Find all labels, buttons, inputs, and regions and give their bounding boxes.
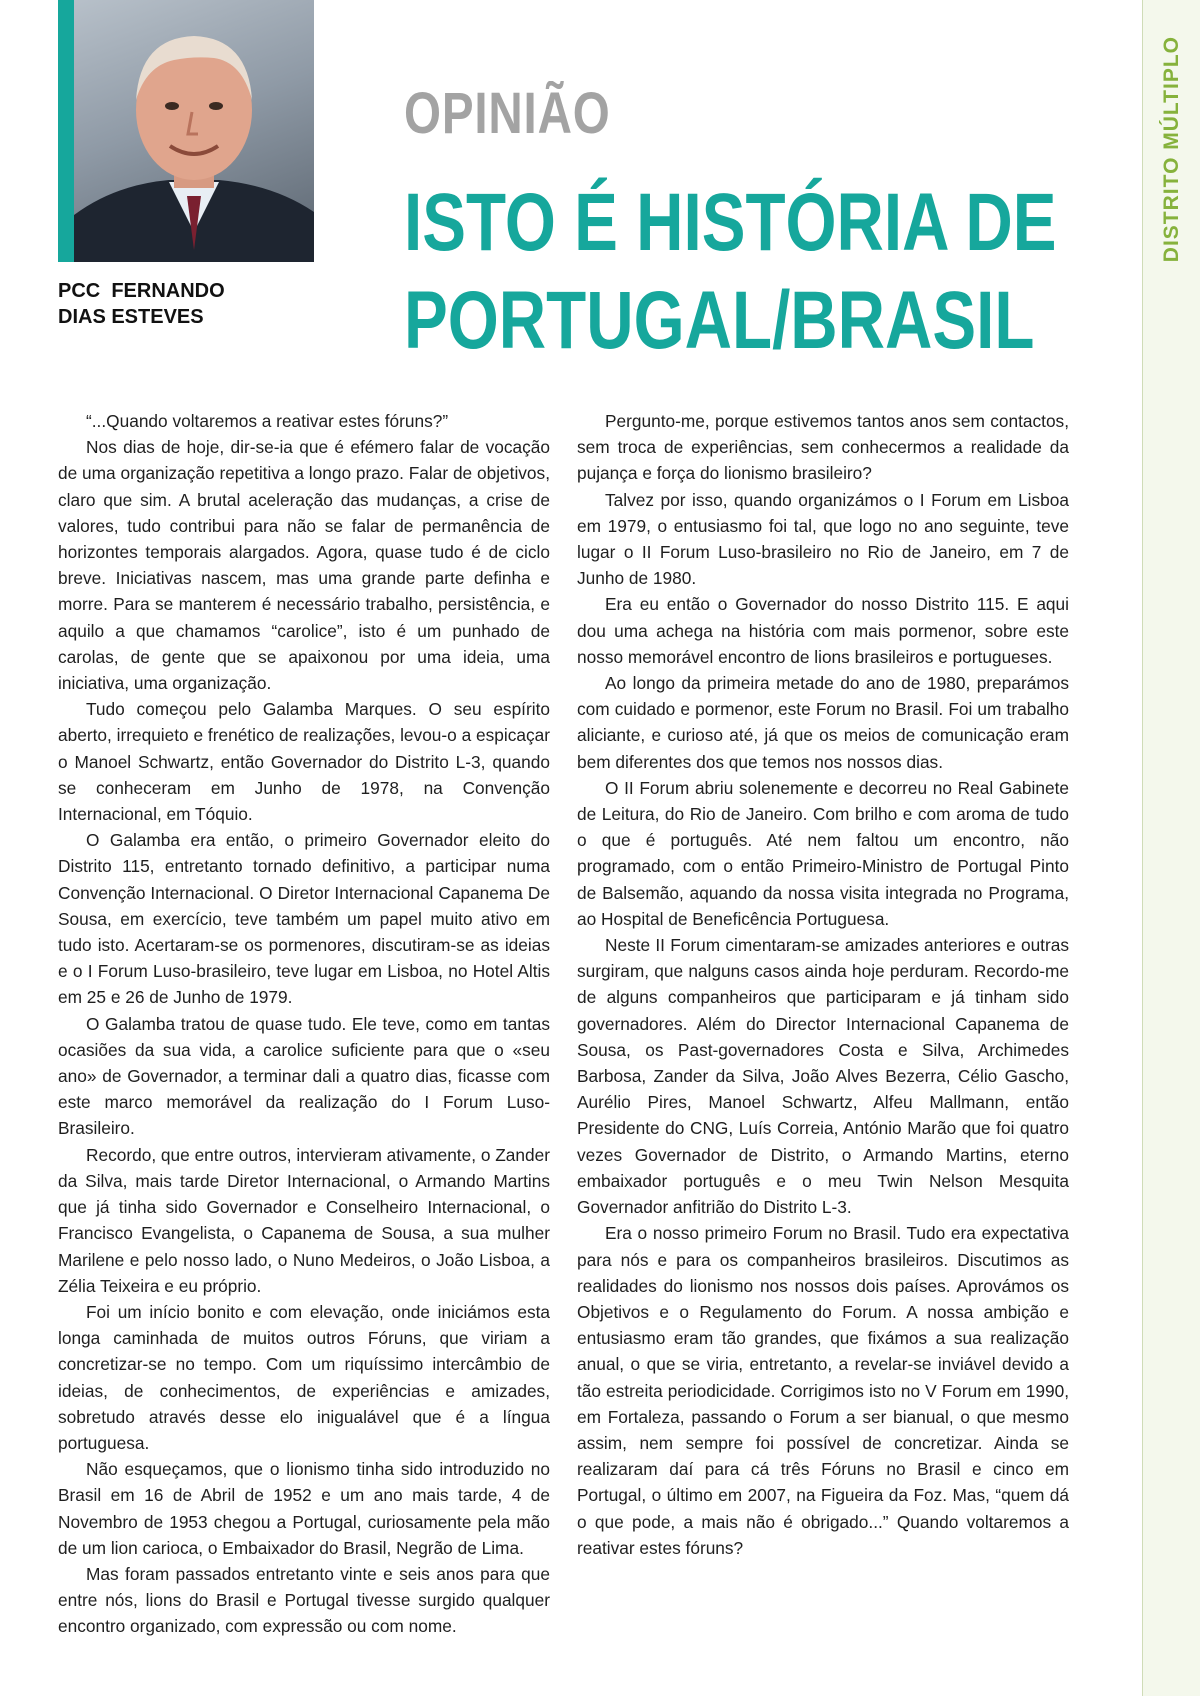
paragraph: Mas foram passados entretanto vinte e seis anos para que entre nós, lions do Brasil e Portugal tivesse surgido qualquer encontro organizado, com expressão ou com nome. [58,1563,550,1637]
article-column-right [577,408,1069,1561]
author-name-line: DIAS ESTEVES [58,306,204,328]
kicker: OPINIÃO [404,81,611,146]
headline [404,174,1056,370]
portrait-illustration [74,0,314,262]
paragraph: “...Quando voltaremos a reativar estes fóruns?” [86,411,449,431]
article-column-left [58,408,550,1640]
paragraph: Era eu então o Governador do nosso Distrito 115. E aqui dou uma achega na história com mais pormenor, sobre este nosso memorável encontro de lions brasileiros e portugueses. [577,594,1069,667]
headline-line: PORTUGAL/BRASIL [404,275,1035,366]
author-name-line: PCC FERNANDO [58,280,225,302]
paragraph: Recordo, que entre outros, intervieram ativamente, o Zander da Silva, mais tarde Diretor Internacional, o Armando Martins que já tinha sido Governador e Conselheiro Internacional, o Francisco Evangelista, o Capanema de Sousa, a sua mulher Marilene e pelo nosso lado, o Nuno Medeiros, o João Lisboa, a Zélia Teixeira e eu próprio. [58,1144,550,1296]
paragraph: Ao longo da primeira metade do ano de 1980, preparámos com cuidado e pormenor, este Forum no Brasil. Foi um trabalho aliciante, e curioso até, já que os meios de comunicação eram bem diferentes dos que temos nos nossos dias. [577,673,1069,772]
paragraph: Neste II Forum cimentaram-se amizades anteriores e outras surgiram, que nalguns casos ainda hoje perduram. Recordo-me de alguns companheiros que participaram e já tinham sido governadores. Além do Director Internacional Capanema de Sousa, os Past-governadores Costa e Silva, Archimedes Barbosa, Zander da Silva, João Alves Bezerra, Célio Gascho, Aurélio Pires, Manoel Schwartz, Alfeu Mallmann, então Presidente do CNG, Luís Correia, António Marão que foi quatro vezes Governador de Distrito, o Armando Martins, eterno embaixador português e o meu Twin Nelson Mesquita Governador anfitrião do Distrito L-3. [577,935,1069,1218]
section-label [1157,35,1187,263]
paragraph: Não esqueçamos, que o lionismo tinha sido introduzido no Brasil em 16 de Abril de 1952 e um ano mais tarde, 4 de Novembro de 1953 chegou a Portugal, curiosamente pela mão de um lion carioca, o Embaixador do Brasil, Negrão de Lima. [58,1459,550,1558]
paragraph: O Galamba tratou de quase tudo. Ele teve, como em tantas ocasiões da sua vida, a carolice suficiente para que o «seu ano» de Governador, a terminar dali a quatro dias, ficasse com este marco memorável da realização do I Forum Luso-Brasileiro. [58,1013,550,1139]
headline-line: ISTO É HISTÓRIA DE [404,177,1057,268]
paragraph: O Galamba era então, o primeiro Governador eleito do Distrito 115, entretanto tornado definitivo, a participar numa Convenção Internacional. O Diretor Internacional Capanema De Sousa, em exercício, teve também um papel muito ativo em tudo isto. Acertaram-se os pormenores, discutiram-se as ideias e o I Forum Luso-brasileiro, teve lugar em Lisboa, no Hotel Altis em 25 e 26 de Junho de 1979. [58,830,550,1008]
section-label-text: DISTRITO MÚLTIPLO [1160,35,1183,263]
paragraph: Foi um início bonito e com elevação, onde iniciámos esta longa caminhada de muitos outros Fóruns, que viriam a concretizar-se no tempo. Com um riquíssimo intercâmbio de ideias, de conhecimentos, de experiências e amizades, sobretudo através desse elo inigualável que é a língua portuguesa. [58,1301,550,1453]
paragraph: O II Forum abriu solenemente e decorreu no Real Gabinete de Leitura, do Rio de Janeiro. Com brilho e com aroma de tudo o que é português. Até nem faltou um encontro, não programado, com o então Primeiro-Ministro de Portugal Pinto de Balsemão, aquando da nossa visita integrada no Programa, ao Hospital de Beneficência Portuguesa. [577,777,1069,929]
author-name [58,278,358,330]
paragraph: Tudo começou pelo Galamba Marques. O seu espírito aberto, irrequieto e frenético de realizações, levou-o a espicaçar o Manoel Schwartz, então Governador do Distrito L-3, quando se conheceram em Junho de 1978, na Convenção Internacional, em Tóquio. [58,699,550,825]
paragraph: Nos dias de hoje, dir-se-ia que é efémero falar de vocação de uma organização repetitiva a longo prazo. Falar de objetivos, claro que sim. A brutal aceleração das mudanças, a crise de valores, tudo contribui para não se falar de permanência de horizontes temporais alargados. Agora, quase tudo é de ciclo breve. Iniciativas nascem, mas uma grande parte definha e morre. Para se manterem é necessário trabalho, persistência, e aquilo a que chamamos “carolice”, isto é um punhado de carolas, de gente que se apaixonou por uma ideia, uma iniciativa, uma organização. [58,437,550,694]
paragraph: Era o nosso primeiro Forum no Brasil. Tudo era expectativa para nós e para os companheiros brasileiros. Discutimos as realidades do lionismo nos nossos dois países. Aprovámos os Objetivos e o Regulamento do Forum. A nossa ambição e entusiasmo eram tão grandes, que fixámos a sua realização anual, o que se viria, entretanto, a revelar-se inviável devido a tão estreita periodicidade. Corrigimos isto no V Forum em 1990, em Fortaleza, passando o Forum a ser bianual, o que mesmo assim, nem sempre foi possível de concretizar. Ainda se realizaram daí para cá três Fóruns no Brasil e cinco em Portugal, o último em 2007, na Figueira da Foz. Mas, “quem dá o que pode, a mais não é obrigado...” Quando voltaremos a reativar estes fóruns? [577,1223,1069,1558]
author-photo [74,0,314,262]
paragraph: Pergunto-me, porque estivemos tantos anos sem contactos, sem troca de experiências, sem conhecermos a realidade da pujança e força do lionismo brasileiro? [577,411,1069,484]
accent-bar [58,0,74,262]
paragraph: Talvez por isso, quando organizámos o I Forum em Lisboa em 1979, o entusiasmo foi tal, que logo no ano seguinte, teve lugar o II Forum Luso-brasileiro no Rio de Janeiro, em 7 de Junho de 1980. [577,489,1069,589]
